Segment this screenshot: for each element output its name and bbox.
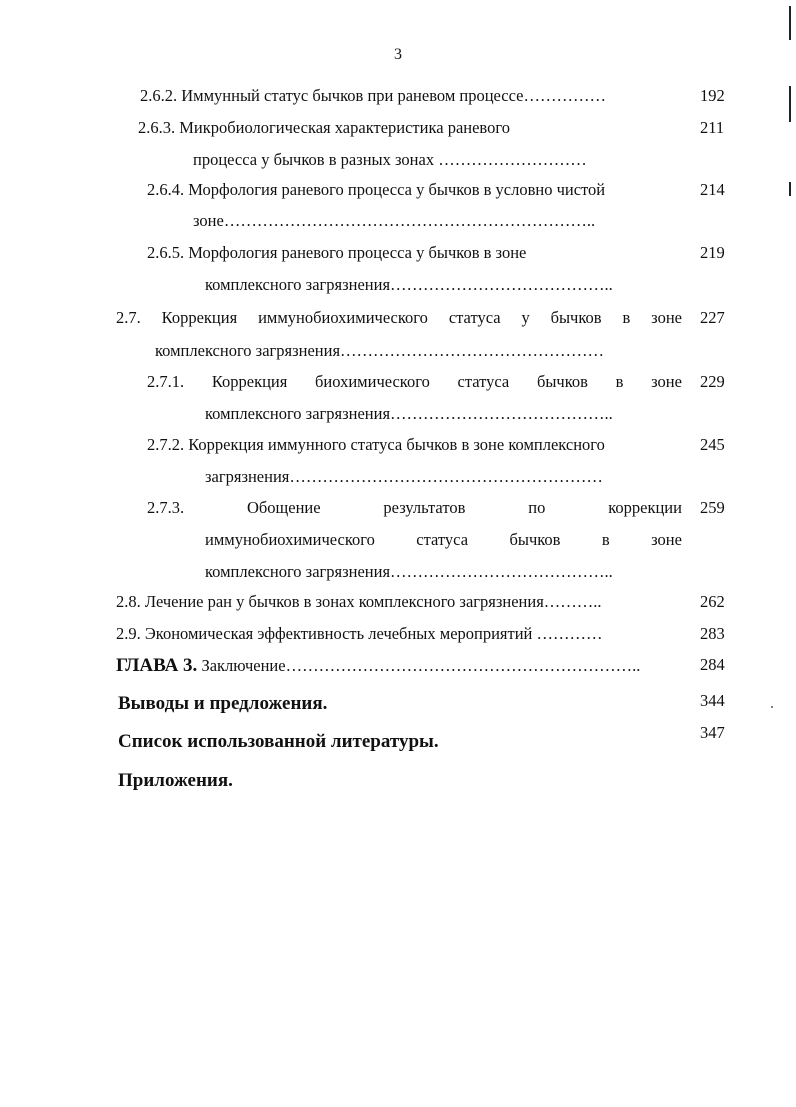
toc-page-2-6-2: 192 [700, 86, 725, 105]
toc-entry-2-7-3-line2 [205, 530, 682, 550]
toc-page-2-9: 283 [700, 624, 725, 643]
toc-entry-2-8: 2.8. Лечение ран у бычков в зонах комплексного загрязнения……….. [116, 592, 602, 611]
toc-entry-2-7-2-line1: 2.7.2. Коррекция иммунного статуса бычков в зоне комплексного [147, 435, 605, 454]
word: иммунобиохимического [258, 308, 428, 327]
toc-entry-2-7-3-line1 [147, 498, 682, 518]
word: бычков [550, 308, 602, 327]
chapter-3-label: ГЛАВА 3. [116, 655, 198, 676]
word: 2.7.1. [147, 372, 185, 391]
toc-page-2-6-4: 214 [700, 180, 725, 199]
word: биохимического [315, 372, 430, 391]
word: в [601, 530, 610, 549]
word: коррекции [608, 498, 682, 517]
toc-entry-2-7-1-line2: комплексного загрязнения………………………………….. [205, 404, 613, 423]
word: бычков [536, 372, 588, 391]
scan-edge-mark [789, 6, 791, 40]
toc-entry-2-6-4-line1: 2.6.4. Морфология раневого процесса у бычков в условно чистой [147, 180, 606, 199]
toc-page-2-8: 262 [700, 592, 725, 611]
page-number: 3 [394, 46, 402, 63]
toc-entry-2-7-line1 [116, 308, 682, 328]
toc-page-2-7: 227 [700, 308, 725, 327]
word: статуса [416, 530, 469, 549]
toc-entry-2-7-line2: комплексного загрязнения………………………………………… [155, 341, 605, 360]
toc-entry-2-6-3-line2: процесса у бычков в разных зонах ……………………… [193, 150, 587, 169]
toc-entry-chapter-3 [116, 656, 640, 676]
toc-page-2-7-3: 259 [700, 498, 725, 517]
toc-entry-references: Список использованной литературы. [118, 731, 439, 752]
toc-page-conclusions: 344 [700, 691, 725, 710]
toc-entry-2-6-5-line1: 2.6.5. Морфология раневого процесса у бычков в зоне [147, 243, 527, 262]
word: по [528, 498, 546, 517]
scan-speck [771, 706, 773, 708]
toc-entry-2-9: 2.9. Экономическая эффективность лечебных мероприятий ………… [116, 624, 603, 643]
word: в [622, 308, 631, 327]
toc-entry-2-6-2: 2.6.2. Иммунный статус бычков при раневом процессе…………… [140, 86, 606, 105]
word: зоне [651, 372, 682, 391]
toc-page-2-6-3: 211 [700, 118, 725, 137]
toc-entry-2-6-4-line2: зоне………………………………………………………….. [193, 211, 596, 230]
toc-page-2-7-2: 245 [700, 435, 725, 454]
toc-page-2-7-1: 229 [700, 372, 725, 391]
chapter-3-title: Заключение……………………………………………………….. [197, 656, 641, 675]
scan-edge-mark [789, 182, 791, 196]
toc-page-references: 347 [700, 723, 725, 742]
toc-entry-2-7-1-line1 [147, 372, 682, 392]
word: иммунобиохимического [205, 530, 375, 549]
word: зоне [651, 308, 682, 327]
word: Коррекция [211, 372, 288, 391]
word: зоне [651, 530, 682, 549]
scan-edge-mark [789, 86, 791, 122]
word: 2.7. [116, 308, 141, 327]
word: у [521, 308, 530, 327]
toc-entry-appendices: Приложения. [118, 770, 233, 791]
toc-page-2-6-5: 219 [700, 243, 725, 262]
word: статуса [457, 372, 510, 391]
word: бычков [509, 530, 561, 549]
toc-entry-2-7-2-line2: загрязнения………………………………………………… [205, 467, 603, 486]
word: результатов [383, 498, 466, 517]
toc-page-chapter-3: 284 [700, 655, 725, 674]
word: 2.7.3. [147, 498, 185, 517]
toc-entry-2-6-3-line1: 2.6.3. Микробиологическая характеристика раневого [138, 118, 510, 137]
word: Коррекция [161, 308, 238, 327]
toc-entry-2-7-3-line3: комплексного загрязнения………………………………….. [205, 562, 613, 581]
toc-entry-2-6-5-line2: комплексного загрязнения………………………………….. [205, 275, 613, 294]
word: Обощение [246, 498, 321, 517]
word: статуса [448, 308, 501, 327]
toc-entry-conclusions: Выводы и предложения. [118, 693, 328, 714]
word: в [615, 372, 624, 391]
